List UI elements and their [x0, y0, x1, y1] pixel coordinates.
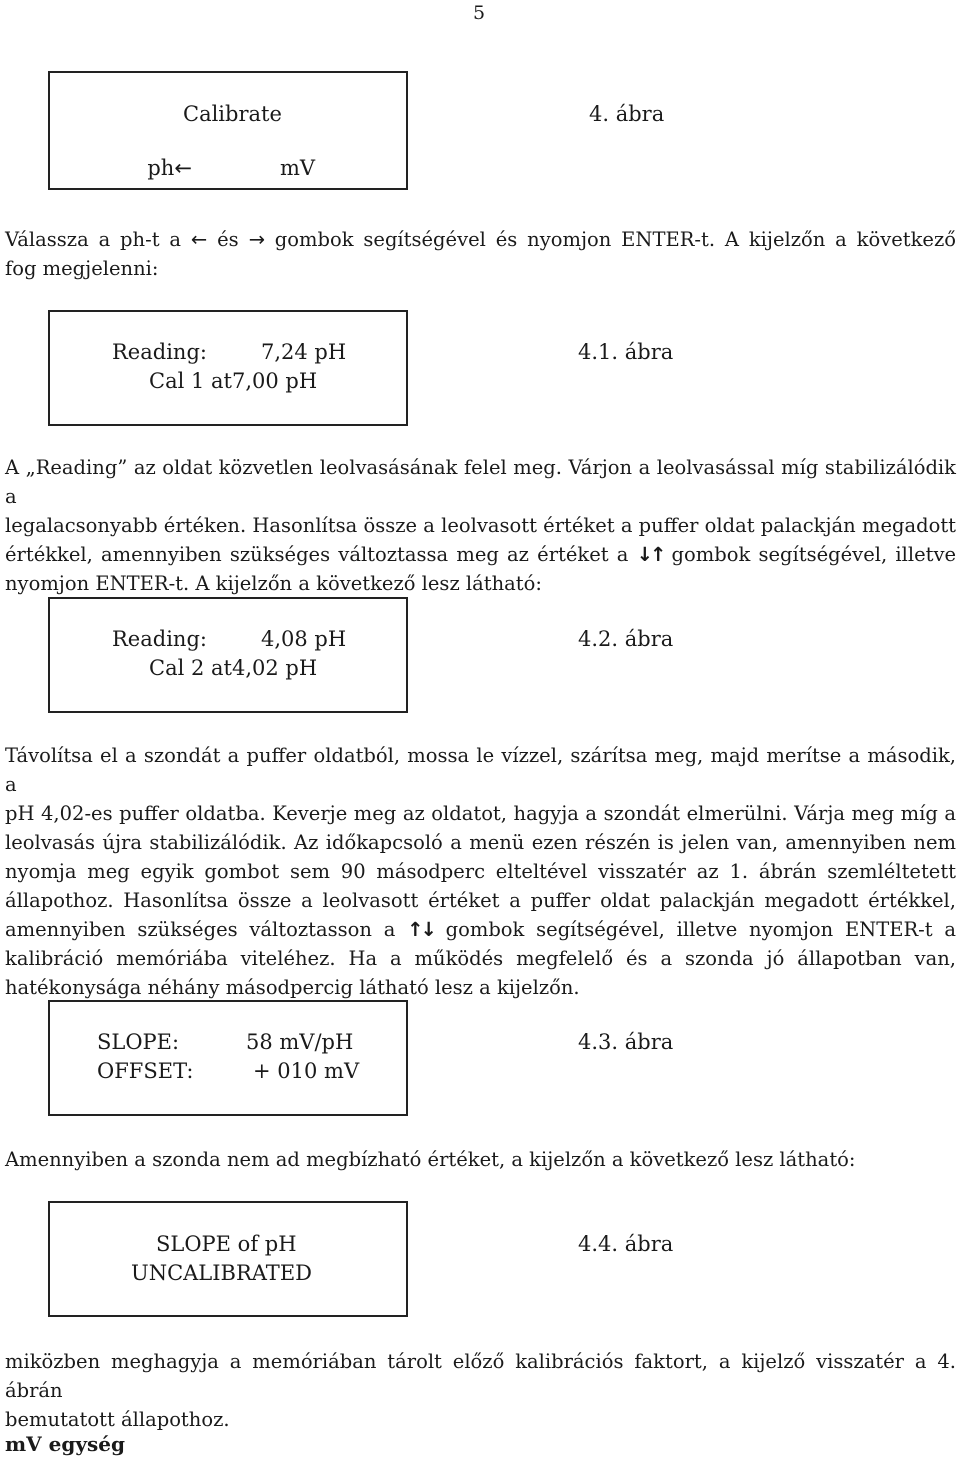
paragraph-4	[5, 1145, 956, 1174]
paragraph-3-line-3: leolvasás újra stabilizálódik. Az időkapcsoló a menü ezen részén is jelen van, amennyiben nem	[5, 831, 956, 854]
paragraph-5	[5, 1347, 956, 1434]
paragraph-3-line-4: nyomja meg egyik gombot sem 90 másodperc elteltével visszatér az 1. ábrán szemléltetett	[5, 860, 956, 883]
paragraph-1	[5, 225, 956, 283]
paragraph-2-line-3: értékkel, amennyiben szükséges változtassa meg az értéket a ↓↑ gombok segítségével, illetve	[5, 543, 957, 566]
lcd-fig42-reading-value: 4,08 pH	[261, 627, 347, 651]
lcd-fig42-reading-label: Reading:	[112, 627, 207, 651]
figure-label-4-4: 4.4. ábra	[578, 1232, 674, 1256]
paragraph-2-line-2: legalacsonyabb értéken. Hasonlítsa össze a leolvasott értéket a puffer oldat palackján megadott	[5, 514, 956, 537]
lcd-fig44-line2: UNCALIBRATED	[131, 1261, 312, 1285]
figure-label-4-2: 4.2. ábra	[578, 627, 674, 651]
right-arrow-icon: →	[248, 228, 265, 251]
lcd-fig42-cal: Cal 2 at4,02 pH	[149, 656, 318, 680]
paragraph-4-line-1: Amennyiben a szonda nem ad megbízható értéket, a kijelzőn a következő lesz látható:	[5, 1148, 856, 1171]
paragraph-2	[5, 453, 956, 598]
paragraph-3-line-1: Távolítsa el a szondát a puffer oldatból, mossa le vízzel, szárítsa meg, majd merítse a második, a	[5, 744, 956, 796]
paragraph-3-line-5: állapothoz. Hasonlítsa össze a leolvasott értéket a puffer oldat palackján megadott értékkel,	[5, 889, 956, 912]
left-arrow-icon: ←	[174, 156, 192, 180]
up-down-arrows-icon: ↑↓	[407, 918, 434, 941]
lcd-fig43-offset-value: + 010 mV	[253, 1059, 360, 1083]
paragraph-3-line-7: kalibráció memóriába viteléhez. Ha a működés megfelelő és a szonda jó állapotban van,	[5, 947, 956, 970]
lcd-fig4-line2	[134, 132, 315, 180]
lcd-box-fig41	[48, 310, 408, 426]
lcd-fig41-cal: Cal 1 at7,00 pH	[149, 369, 318, 393]
figure-label-4-1: 4.1. ábra	[578, 340, 674, 364]
paragraph-3-line-8: hatékonysága néhány másodpercig látható lesz a kijelzőn.	[5, 976, 580, 999]
page-number: 5	[473, 2, 486, 24]
section-heading: mV egység	[5, 1432, 125, 1456]
lcd-fig4-line1: Calibrate	[183, 102, 282, 126]
paragraph-3-line-6: amennyiben szükséges változtasson a ↑↓ gombok segítségével, illetve nyomjon ENTER-t a	[5, 918, 957, 941]
paragraph-2-line-1: A „Reading” az oldat közvetlen leolvasásának felel meg. Várjon a leolvasással míg stabilizálódik a	[5, 456, 956, 508]
lcd-fig43-slope-label: SLOPE:	[97, 1030, 180, 1054]
paragraph-1-line-1: Válassza a ph-t a ← és → gombok segítségével és nyomjon ENTER-t. A kijelzőn a következő	[5, 228, 956, 251]
lcd-fig41-reading-label: Reading:	[112, 340, 207, 364]
lcd-box-fig42	[48, 597, 408, 713]
paragraph-3-line-2: pH 4,02-es puffer oldatba. Keverje meg az oldatot, hagyja a szondát elmerülni. Várja meg míg a	[5, 802, 956, 825]
lcd-fig4-mv: mV	[279, 156, 316, 180]
down-up-arrows-icon: ↓↑	[636, 543, 664, 566]
lcd-fig4-ph: ph	[147, 156, 175, 180]
lcd-fig43-offset-label: OFFSET:	[97, 1059, 194, 1083]
paragraph-3	[5, 741, 956, 1002]
figure-label-4-3: 4.3. ábra	[578, 1030, 674, 1054]
lcd-fig44-line1: SLOPE of pH	[156, 1232, 297, 1256]
paragraph-1-line-2: fog megjelenni:	[5, 257, 159, 280]
lcd-box-fig43	[48, 1000, 408, 1116]
lcd-box-fig44	[48, 1201, 408, 1317]
paragraph-2-line-4: nyomjon ENTER-t. A kijelzőn a következő lesz látható:	[5, 572, 542, 595]
lcd-fig41-reading-value: 7,24 pH	[261, 340, 347, 364]
left-arrow-icon: ←	[190, 228, 208, 251]
lcd-fig43-slope-value: 58 mV/pH	[246, 1030, 354, 1054]
paragraph-5-line-1: miközben meghagyja a memóriában tárolt előző kalibrációs faktort, a kijelző visszatér a 4. ábrán	[5, 1350, 956, 1402]
paragraph-5-line-2: bemutatott állapothoz.	[5, 1408, 230, 1431]
figure-label-4: 4. ábra	[589, 102, 665, 126]
